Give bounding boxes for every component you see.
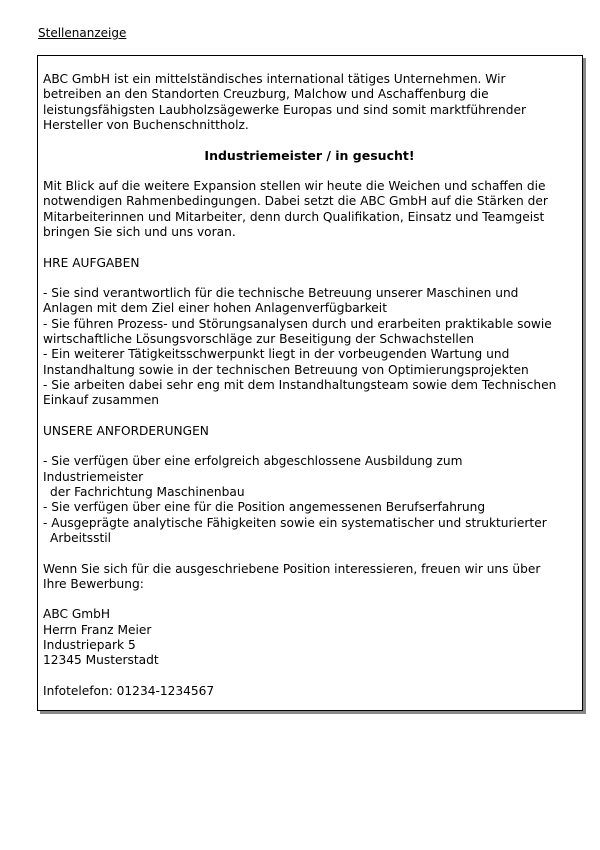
address-line: ABC GmbH: [43, 607, 111, 622]
list-item: - Sie führen Prozess- und Störungsanalysen durch und erarbeiten praktikable sowie: [43, 316, 552, 331]
list-item: Anlagen mit dem Ziel einer hohen Anlagenverfügbarkeit: [43, 301, 387, 316]
expansion-line: notwendigen Rahmenbedingungen. Dabei setzt die ABC GmbH auf die Stärken der: [43, 194, 548, 209]
job-title: Industriemeister / in gesucht!: [204, 148, 415, 164]
intro-line: Hersteller von Buchenschnittholz.: [43, 117, 249, 132]
document-heading: Stellenanzeige: [38, 26, 127, 40]
address-line: Industriepark 5: [43, 637, 136, 652]
intro-paragraph: [43, 72, 576, 133]
tasks-list: [43, 286, 576, 408]
requirements-list: [43, 454, 576, 546]
address-line: 12345 Musterstadt: [43, 653, 159, 668]
intro-line: leistungsfähigsten Laubholzsägewerke Europas und sind somit marktführender: [43, 102, 527, 117]
expansion-line: bringen Sie sich und uns voran.: [43, 224, 236, 239]
list-item: - Sie verfügen über eine für die Position angemessenen Berufserfahrung: [43, 500, 486, 515]
list-item: - Ausgeprägte analytische Fähigkeiten sowie ein systematischer und strukturierter: [43, 515, 547, 530]
list-item: - Sie arbeiten dabei sehr eng mit dem Instandhaltungsteam sowie dem Technischen: [43, 377, 557, 392]
list-item: wirtschaftliche Lösungsvorschläge zur Beseitigung der Schwachstellen: [43, 332, 474, 347]
list-item: Instandhaltung sowie in der technischen Betreuung von Optimierungsprojekten: [43, 362, 529, 377]
expansion-paragraph: [43, 179, 576, 240]
address-line: Herrn Franz Meier: [43, 622, 152, 637]
closing-line: Ihre Bewerbung:: [43, 576, 144, 591]
list-item: - Sie verfügen über eine erfolgreich abgeschlossene Ausbildung zum: [43, 454, 463, 469]
list-item: Arbeitsstil: [50, 530, 111, 545]
phone-line: Infotelefon: 01234-1234567: [43, 683, 215, 698]
closing-line: Wenn Sie sich für die ausgeschriebene Position interessieren, freuen wir uns über: [43, 561, 541, 576]
tasks-heading: HRE AUFGABEN: [43, 255, 140, 270]
list-item: der Fachrichtung Maschinenbau: [50, 485, 245, 500]
requirements-heading: UNSERE ANFORDERUNGEN: [43, 423, 209, 438]
list-item: - Sie sind verantwortlich für die technische Betreuung unserer Maschinen und: [43, 286, 519, 301]
job-ad-box: [37, 55, 583, 711]
closing-paragraph: [43, 562, 576, 593]
list-item: Einkauf zusammen: [43, 393, 159, 408]
list-item: Industriemeister: [43, 469, 144, 484]
intro-line: ABC GmbH ist ein mittelständisches international tätiges Unternehmen. Wir: [43, 72, 506, 86]
intro-line: betreiben an den Standorten Creuzburg, Malchow und Aschaffenburg die: [43, 87, 489, 102]
expansion-line: Mit Blick auf die weitere Expansion stellen wir heute die Weichen und schaffen die: [43, 179, 546, 194]
list-item: - Ein weiterer Tätigkeitsschwerpunkt liegt in der vorbeugenden Wartung und: [43, 347, 510, 362]
expansion-line: Mitarbeiterinnen und Mitarbeiter, denn durch Qualifikation, Einsatz und Teamgeist: [43, 209, 545, 224]
address-block: [43, 607, 576, 668]
